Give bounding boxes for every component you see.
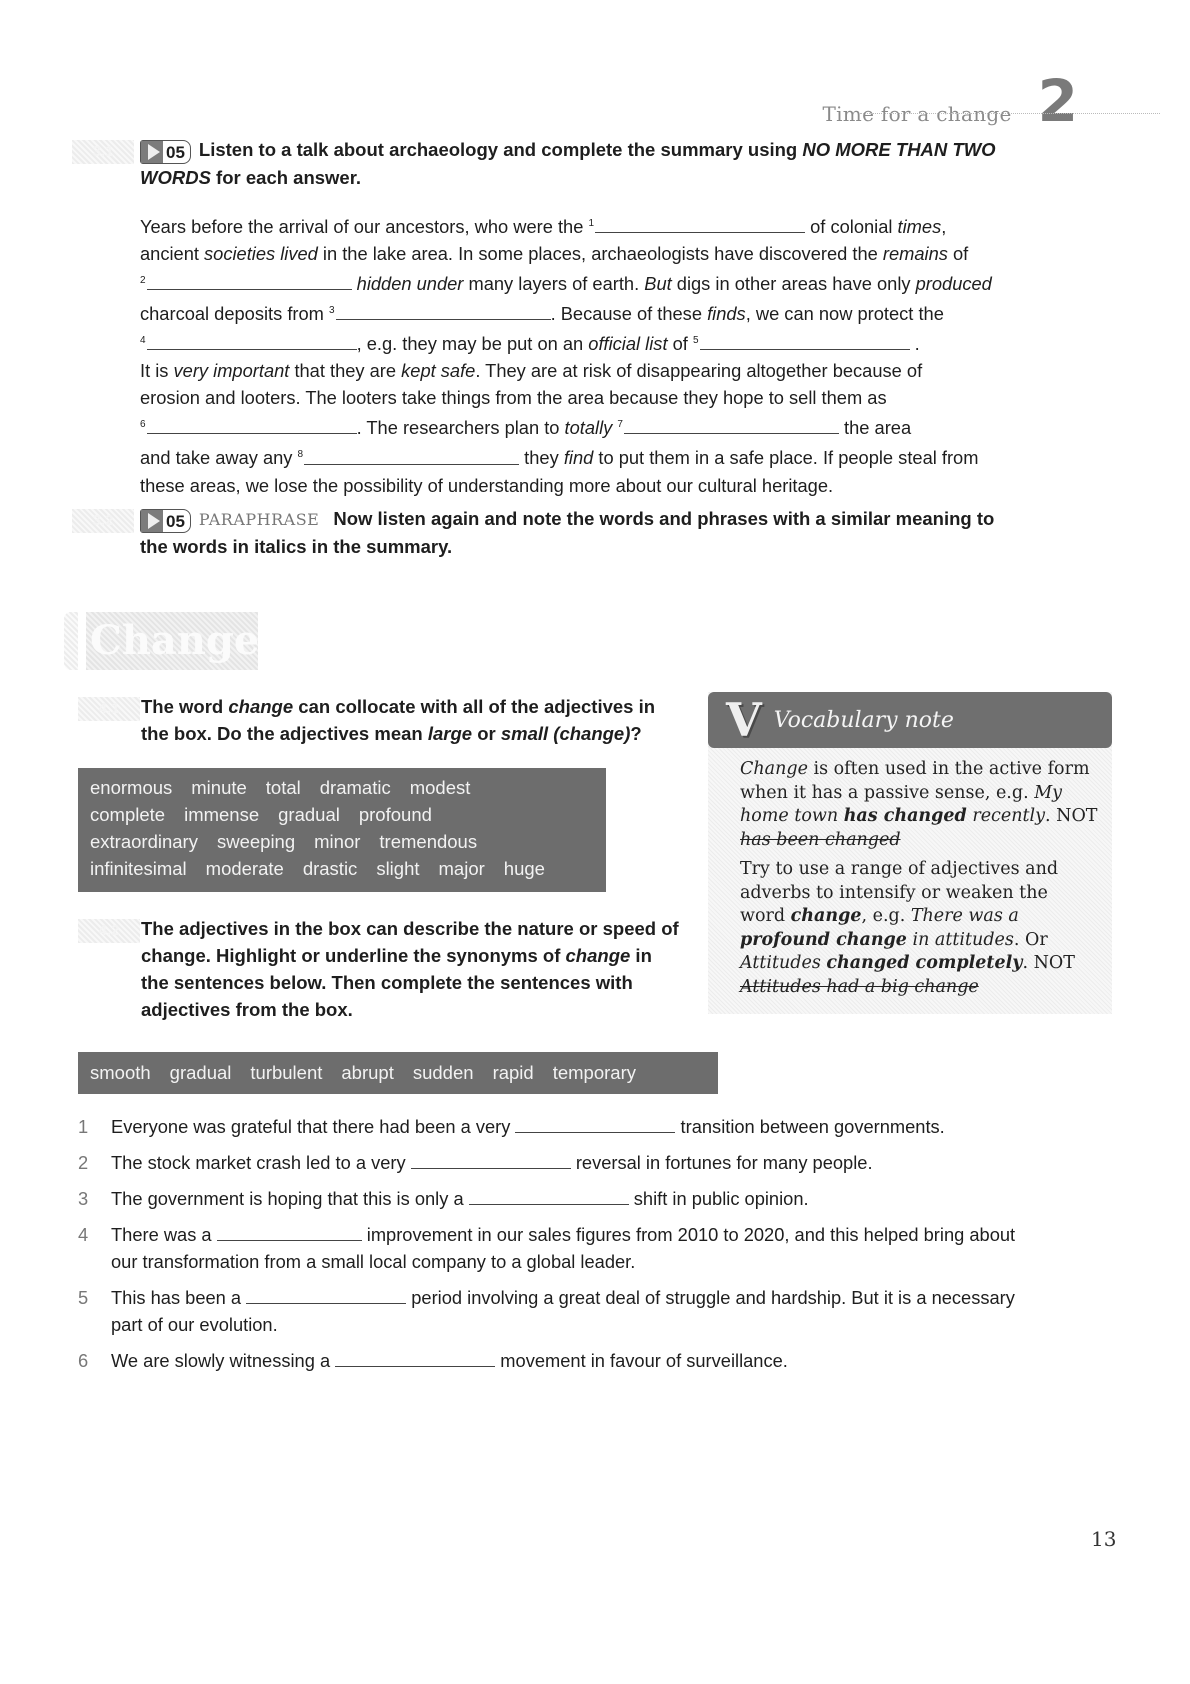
- sentence-item: 2 The stock market crash led to a very reversal in fortunes for many people.: [78, 1152, 873, 1173]
- answer-gap[interactable]: [217, 1225, 362, 1241]
- exercise-3-2-instruction: 05 PARAPHRASE Now listen again and note the words and phrases with a similar meaning to the words in italics in the summary.: [140, 508, 995, 557]
- exercise-badge-3-2: 3.2: [72, 509, 134, 533]
- answer-gap[interactable]: [411, 1153, 571, 1169]
- exercise-badge-4-2: 4.2: [78, 919, 140, 943]
- unit-title: Time for a change: [822, 102, 1012, 126]
- answer-gap[interactable]: [246, 1288, 406, 1304]
- exercise-4-1-instruction: The word change can collocate with all of the adjectives in the box. Do the adjectives mean large or small (change)?: [141, 696, 656, 744]
- sentence-item: 6 We are slowly witnessing a movement in favour of surveillance.: [78, 1350, 788, 1371]
- vocabulary-note-title: Vocabulary note: [773, 707, 954, 733]
- word-row: complete immense gradual profound: [90, 804, 432, 825]
- exercise-badge-3-1: 3.1: [72, 140, 134, 164]
- answer-gap[interactable]: [469, 1189, 629, 1205]
- vocabulary-note-paragraph: Try to use a range of adjectives and adverbs to intensify or weaken the word change, e.g. There was a profound change in attitudes. Or Attitudes changed completely. NOT Attitudes had a big change: [740, 859, 1075, 997]
- play-icon: [141, 141, 163, 163]
- audio-track-button[interactable]: 05: [140, 140, 191, 164]
- section-tab-marker: [64, 612, 78, 670]
- answer-gap-7[interactable]: [624, 418, 839, 434]
- answer-gap-5[interactable]: [700, 334, 910, 350]
- vocabulary-note-body: [708, 748, 1112, 999]
- answer-gap-6[interactable]: [147, 418, 357, 434]
- sentence-item: 5 This has been a period involving a great deal of struggle and hardship. But it is a necessary part of our evolution.: [78, 1287, 1015, 1335]
- answer-gap-3[interactable]: [336, 304, 551, 320]
- header-divider: [860, 113, 1160, 114]
- paraphrase-tag: PARAPHRASE: [198, 510, 320, 529]
- sentence-item: 3 The government is hoping that this is only a shift in public opinion.: [78, 1188, 809, 1209]
- adjective-word-box: [78, 768, 606, 892]
- exercise-badge-4-1: 4.1: [78, 697, 140, 721]
- vocabulary-note-box: [708, 692, 1112, 1014]
- sentence-item: 1 Everyone was grateful that there had been a very transition between governments.: [78, 1116, 945, 1137]
- answer-gap-1[interactable]: [595, 217, 805, 233]
- answer-gap-4[interactable]: [147, 334, 357, 350]
- page-header: [822, 67, 1078, 135]
- speed-adjective-word-box: smooth gradual turbulent abrupt sudden rapid temporary: [78, 1052, 718, 1094]
- sentence-item: 4 There was a improvement in our sales figures from 2010 to 2020, and this helped bring about our transformation from a small local company to a global leader.: [78, 1224, 1016, 1272]
- unit-number: 2: [1037, 67, 1078, 135]
- page-number: 13: [1091, 1527, 1117, 1551]
- section-title: Change: [86, 612, 258, 670]
- audio-track-button[interactable]: 05: [140, 509, 191, 533]
- sentence-list: [78, 1113, 1078, 1383]
- exercise-3-1-instruction: 05 Listen to a talk about archaeology and complete the summary using NO MORE THAN TWO WORDS for each answer.: [140, 139, 996, 188]
- vocabulary-v-icon: V: [726, 693, 762, 747]
- word-row: enormous minute total dramatic modest: [90, 777, 471, 798]
- answer-gap[interactable]: [335, 1351, 495, 1367]
- answer-gap-2[interactable]: [147, 274, 352, 290]
- word-row: infinitesimal moderate drastic slight major huge: [90, 858, 545, 879]
- answer-gap[interactable]: [515, 1117, 675, 1133]
- summary-text: Years before the arrival of our ancestors, who were the $^1$ of colonial times, ancient societies lived in the lake area. In some places, archaeologists have discovered the remains of $^2$ hidden under many layers of earth. But digs in other areas have only produced charcoal deposits from $^3$ . Because of these finds, we can now protect the $^4$ , e.g. they may be put on an official list of $^5$ . It is very important that they are kept safe. They are at risk of disappearing altogether because of erosion and looters. The looters take things from the area because they hope to sell them as $^6$ . The researchers plan to totally $^7$ the area and take away any $^8$ they find to put them in a safe place. If people steal from these areas, we lose the possibility of understanding more about our cultural heritage.: [140, 216, 992, 496]
- vocabulary-note-header: [708, 692, 1112, 748]
- exercise-4-2-instruction: The adjectives in the box can describe the nature or speed of change. Highlight or underline the synonyms of change in the sentences below. Then complete the sentences with adjectives from the box.: [141, 918, 679, 1020]
- answer-gap-8[interactable]: [304, 449, 519, 465]
- word-row: extraordinary sweeping minor tremendous: [90, 831, 478, 852]
- play-icon: [141, 510, 163, 532]
- vocabulary-note-paragraph: Change is often used in the active form when it has a passive sense, e.g. My home town has changed recently. NOT has been changed: [740, 759, 1098, 850]
